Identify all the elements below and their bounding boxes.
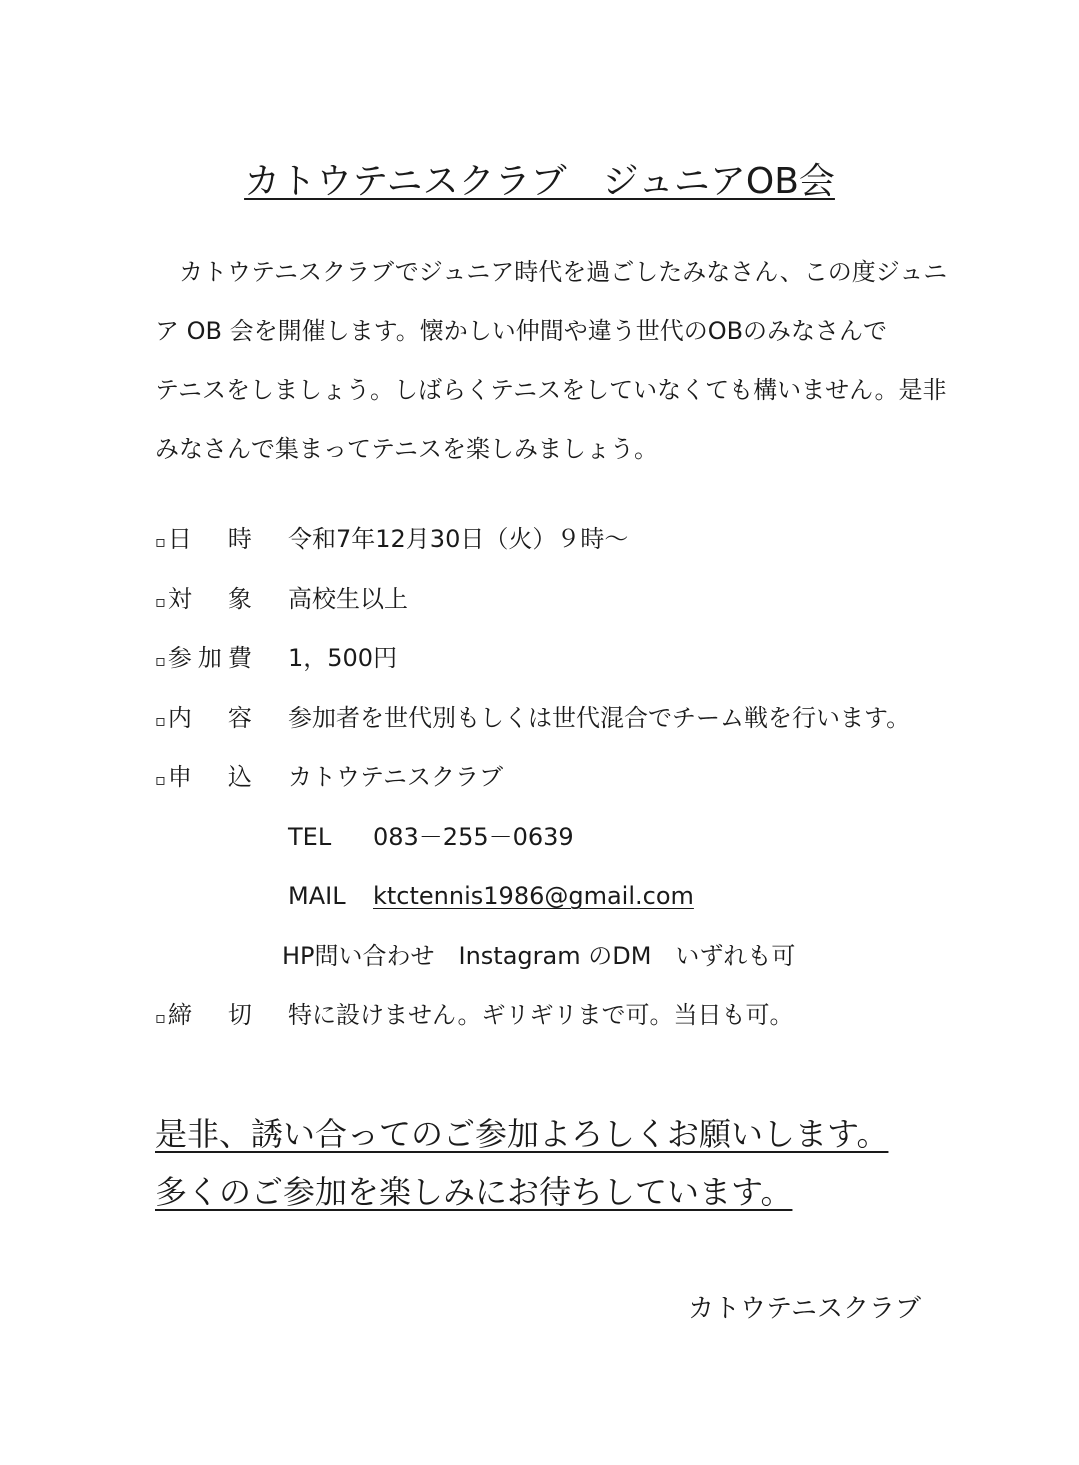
page-title-text: カトウテニスクラブ ジュニアOB会 (244, 161, 835, 202)
detail-row-date (155, 510, 955, 570)
bullet-box: ▫ (155, 651, 166, 670)
detail-row-deadline (155, 986, 955, 1046)
detail-label (155, 689, 258, 751)
date-label: 日 時 (167, 525, 258, 553)
detail-row-target (155, 570, 955, 630)
page-title (0, 160, 1079, 204)
email-link[interactable]: ktctennis1986@gmail.com (373, 882, 694, 910)
closing-line (155, 1163, 975, 1221)
detail-label (155, 570, 258, 632)
detail-label (155, 748, 258, 810)
detail-row-tel (155, 808, 955, 868)
bullet-box: ▫ (155, 532, 166, 551)
deadline-label: 締 切 (167, 1001, 258, 1029)
signature: カトウテニスクラブ (688, 1294, 921, 1324)
detail-label (155, 510, 258, 572)
content-value: 参加者を世代別もしくは世代混合でチーム戦を行います。 (288, 703, 911, 732)
tel-number[interactable]: 083－255－0639 (373, 822, 574, 851)
other-contact-methods: HP問い合わせ Instagram のDM いずれも可 (282, 941, 796, 970)
content-label: 内 容 (167, 703, 258, 732)
intro-line: テニスをしましょう。しばらくテニスをしていなくても構いません。是非 (155, 376, 947, 404)
detail-row-fee (155, 629, 955, 689)
intro-line: みなさんで集まってテニスを楽しみましょう。 (155, 435, 659, 463)
event-details (155, 510, 955, 1046)
bullet-box: ▫ (155, 591, 166, 611)
bullet-box: ▫ (155, 1008, 166, 1027)
intro-line: ア OB 会を開催します。懐かしい仲間や違う世代のOBのみなさんで (155, 317, 888, 345)
mail-contact (288, 867, 694, 927)
intro-paragraph (155, 243, 948, 479)
intro-line: カトウテニスクラブでジュニア時代を過ごしたみなさん、この度ジュニ (155, 258, 948, 286)
target-value: 高校生以上 (288, 584, 408, 613)
detail-row-mail (155, 867, 955, 927)
detail-row-content (155, 689, 955, 749)
bullet-box: ▫ (155, 770, 166, 789)
detail-row-other-contact (155, 927, 955, 987)
closing-line (155, 1105, 975, 1163)
date-value: 令和7年12月30日（火）９時～ (288, 525, 629, 553)
target-label: 対 象 (167, 584, 258, 613)
fee-label: 参加費 (167, 644, 258, 672)
detail-label (155, 986, 258, 1048)
detail-row-apply (155, 748, 955, 808)
mail-label: MAIL (288, 882, 346, 910)
bullet-box: ▫ (155, 710, 166, 730)
deadline-value: 特に設けません。ギリギリまで可。当日も可。 (288, 1001, 794, 1029)
detail-label (155, 629, 258, 691)
closing-message (155, 1105, 975, 1221)
apply-value: カトウテニスクラブ (288, 763, 504, 791)
closing-line-text: 是非、誘い合ってのご参加よろしくお願いします。 (155, 1115, 889, 1153)
apply-label: 申 込 (167, 763, 258, 791)
tel-contact (288, 808, 574, 868)
fee-value: 1，500円 (288, 644, 398, 672)
tel-label: TEL (288, 822, 332, 851)
closing-line-text: 多くのご参加を楽しみにお待ちしています。 (155, 1173, 793, 1211)
